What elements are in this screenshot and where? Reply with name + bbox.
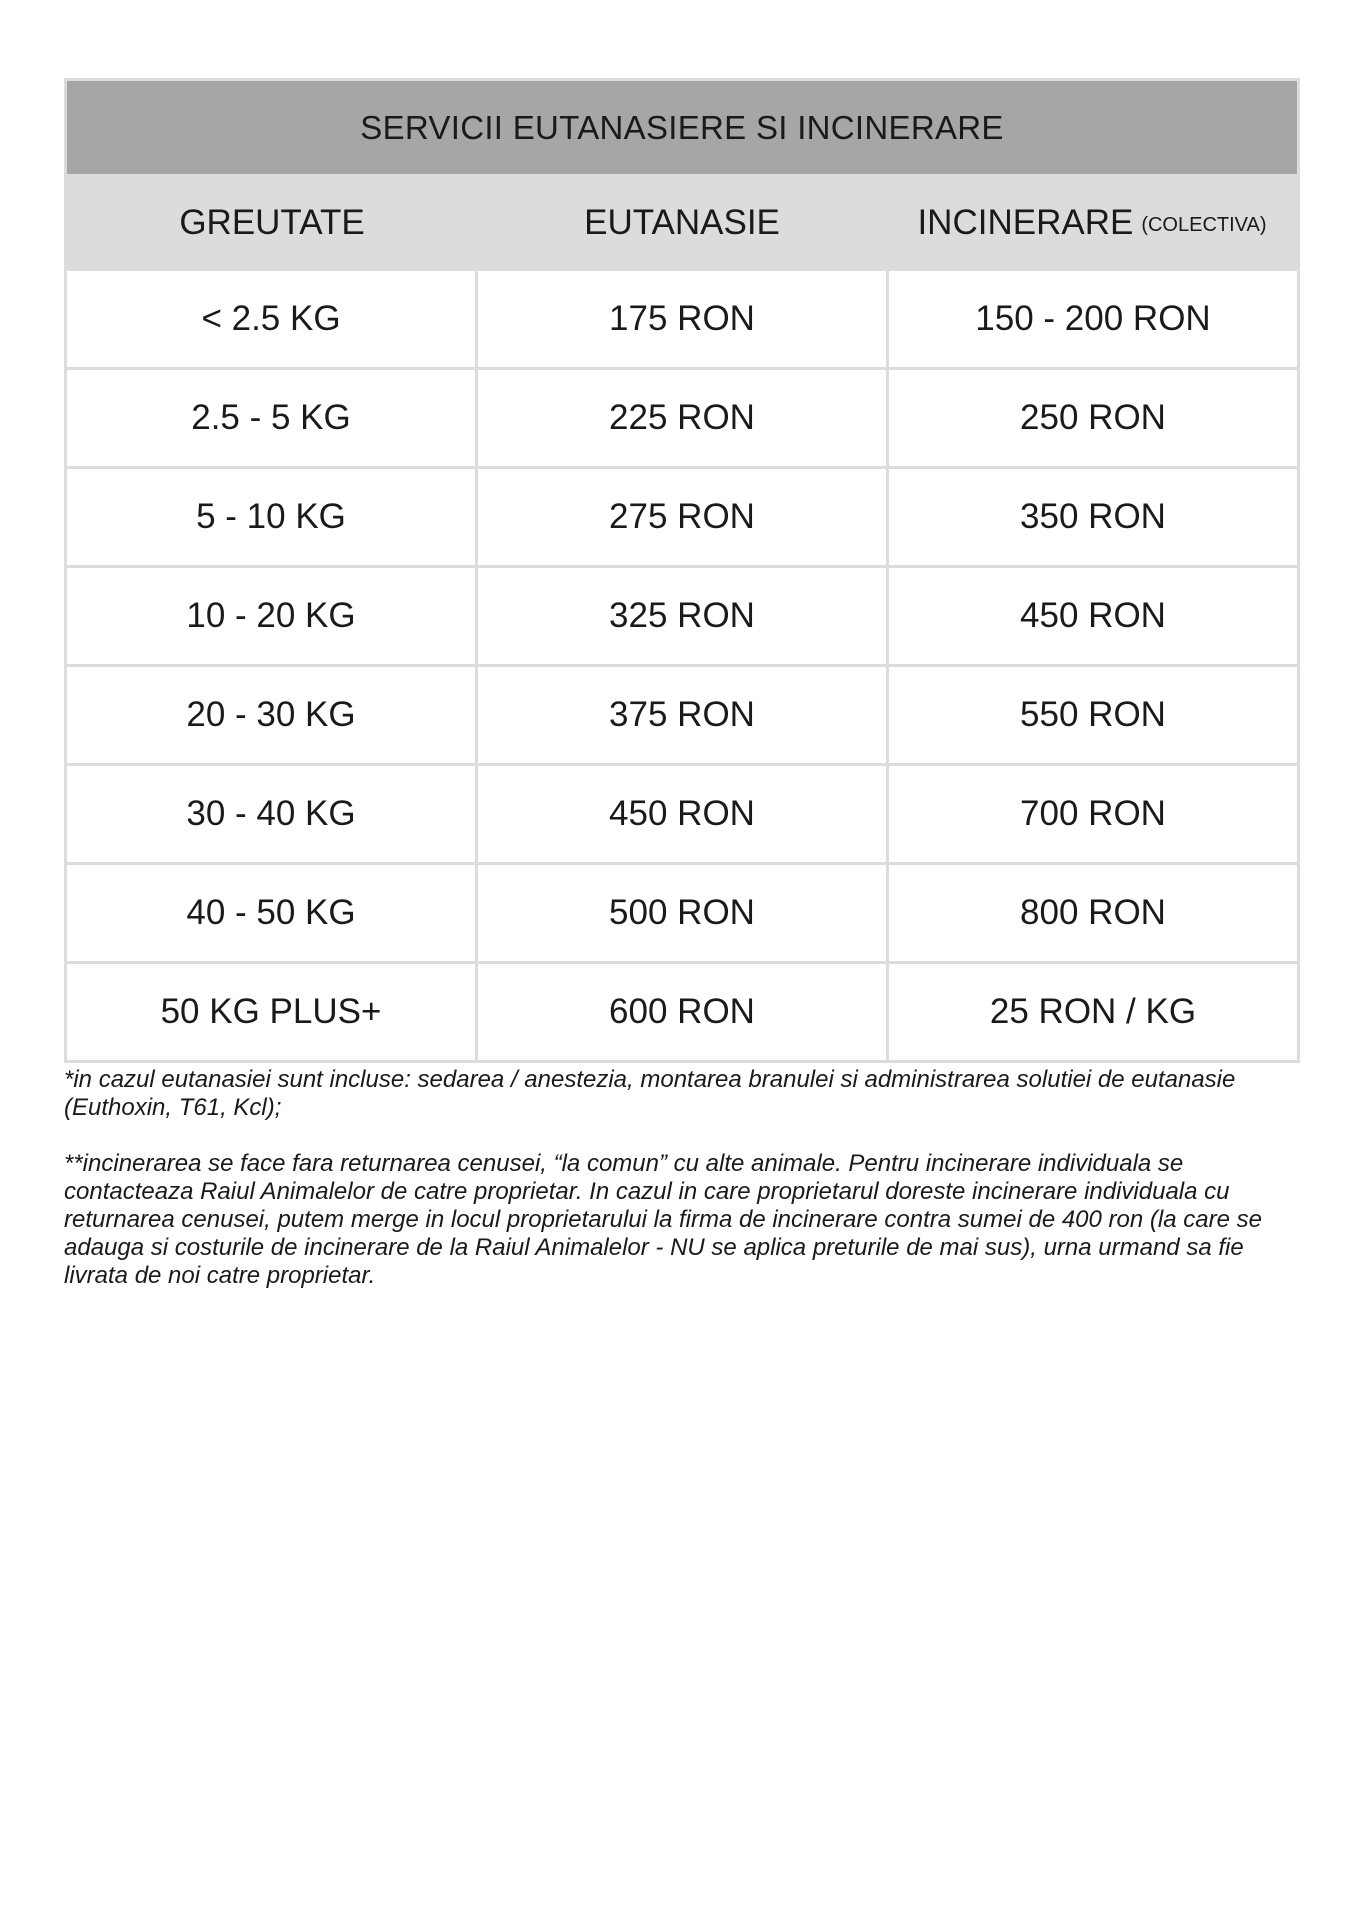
cell-incinerare: 350 RON: [886, 469, 1297, 565]
cell-eutanasie: 275 RON: [475, 469, 886, 565]
cell-greutate: < 2.5 KG: [201, 299, 341, 338]
cell-eutanasie: 600 RON: [475, 964, 886, 1060]
header-incinerare-label: INCINERARE: [917, 202, 1134, 242]
footnote-incinerare: **incinerarea se face fara returnarea cenusei, “la comun” cu alte animale. Pentru incinerare individuala se contacteaza Raiul Animalelor de catre proprietar. In cazul in care proprietarul doreste incinerare individuala cu returnarea cenusei, putem merge in locul proprietarului la firma de incinerare contra sumei de 400 ron (la care se adauga si costurile de incinerare de la Raiul Animalelor - NU se aplica preturile de mai sus), urna urmand sa fie livrata de noi catre proprietar.: [64, 1150, 1262, 1289]
cell-incinerare: 450 RON: [886, 568, 1297, 664]
header-eutanasie: [477, 174, 887, 271]
table-row: [67, 565, 1297, 664]
footnotes: [64, 1066, 1300, 1318]
cell-greutate: 50 KG PLUS+: [160, 992, 382, 1031]
table-body: [67, 271, 1297, 1060]
cell-incinerare: 700 RON: [886, 766, 1297, 862]
price-table: [64, 78, 1300, 1063]
table-row: [67, 271, 1297, 367]
table-title: SERVICII EUTANASIERE SI INCINERARE: [67, 81, 1297, 174]
cell-greutate: 30 - 40 KG: [186, 794, 356, 833]
table-row: [67, 961, 1297, 1060]
cell-greutate: 20 - 30 KG: [186, 695, 356, 734]
cell-eutanasie: 225 RON: [475, 370, 886, 466]
table-row: [67, 367, 1297, 466]
cell-greutate: 40 - 50 KG: [186, 893, 356, 932]
table-row: [67, 664, 1297, 763]
header-eutanasie-label: EUTANASIE: [584, 202, 780, 242]
cell-greutate: 10 - 20 KG: [186, 596, 356, 635]
table-header-row: [67, 174, 1297, 271]
header-incinerare: [887, 174, 1297, 271]
cell-eutanasie: 450 RON: [475, 766, 886, 862]
table-row: [67, 466, 1297, 565]
cell-incinerare: 25 RON / KG: [886, 964, 1297, 1060]
cell-eutanasie: 325 RON: [475, 568, 886, 664]
footnote-eutanasie: *in cazul eutanasiei sunt incluse: sedarea / anestezia, montarea branulei si administrarea solutiei de eutanasie (Euthoxin, T61, Kcl);: [64, 1066, 1236, 1121]
cell-greutate: 5 - 10 KG: [196, 497, 346, 536]
cell-incinerare: 800 RON: [886, 865, 1297, 961]
cell-eutanasie: 175 RON: [475, 271, 886, 367]
header-greutate-label: GREUTATE: [179, 202, 365, 242]
cell-incinerare: 150 - 200 RON: [886, 271, 1297, 367]
header-incinerare-note: (COLECTIVA): [1141, 214, 1267, 236]
cell-eutanasie: 500 RON: [475, 865, 886, 961]
cell-greutate: 2.5 - 5 KG: [191, 398, 351, 437]
table-row: [67, 763, 1297, 862]
cell-incinerare: 250 RON: [886, 370, 1297, 466]
cell-eutanasie: 375 RON: [475, 667, 886, 763]
cell-incinerare: 550 RON: [886, 667, 1297, 763]
table-row: [67, 862, 1297, 961]
header-greutate: [67, 174, 477, 271]
